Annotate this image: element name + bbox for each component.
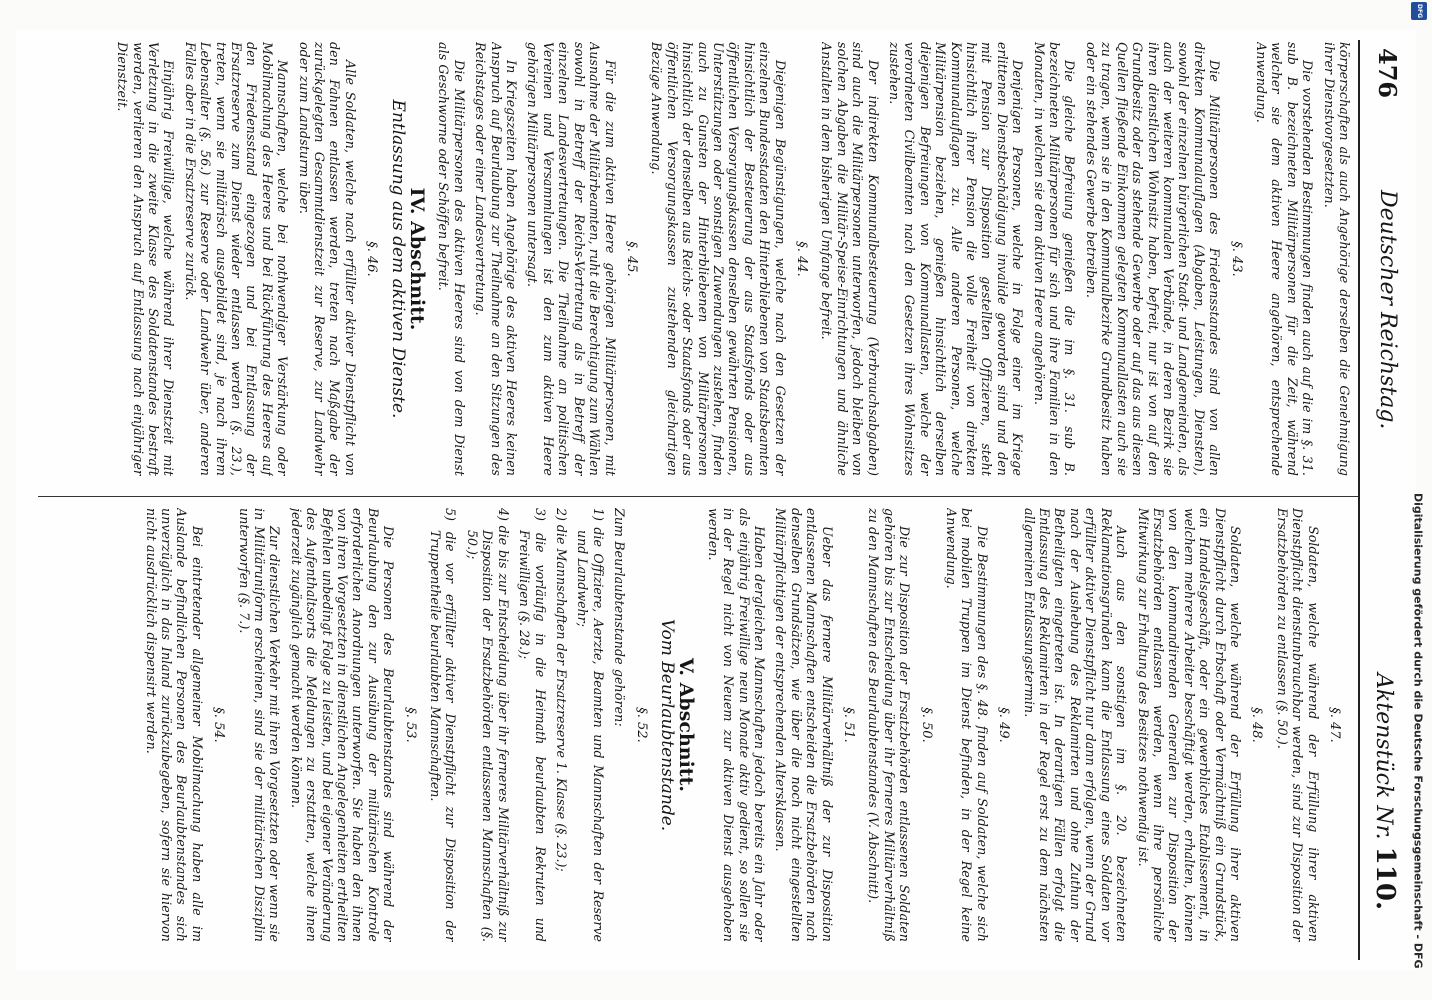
list-item: 2) die Mannschaften der Ersatzreserve 1. Klasse (§. 23.); (553, 508, 569, 872)
right-paragraph: Haben dergleichen Mannschaften jedoch bereits ein Jahr oder als einjährig Freiwillige neun Monate aktiv gedient, so sollen sie in der Regel nicht von Neuem zur aktiven Dienst ausgehoben werden. (705, 508, 767, 942)
right-paragraph: Soldaten, welche während der Erfüllung ihrer aktiven Dienstpflicht dienstunbrauchbar werden, sind zur Disposition der Ersatzbehörden zu entlassen (§. 50.). (1274, 508, 1321, 942)
section-number: §. 45. (623, 241, 639, 277)
section-number: §. 54. (211, 707, 227, 743)
right-paragraph: Die Personen des Beurlaubtenstandes sind während der Beurlaubung den zur Ausübung der militärischen Kontrole erforderlichen Anordnungen unterworfen. Sie haben den ihnen von ihren Vorgesetzten in dienstlichen Angelegenheiten ertheilten Befehlen unbedingt Folge zu leisten, und bei eigener Veränderung des Aufenthaltsorts die Meldungen zu erstatten, welche ihnen jederzeit zugänglich gemacht werden können. (288, 508, 397, 942)
right-paragraph: Ueber das fernere Militärverhältniß der zur Disposition entlassenen Mannschaften entscheiden die Ersatzbehörden nach denselben Grundsätzen, wie über die noch nicht eingestellten Militärpflichtigen der entsprechenden Altersklassen. (773, 508, 835, 942)
section-number: §. 52. (633, 707, 649, 743)
dfg-logo-text: DFG (1416, 3, 1423, 18)
document-page (16, 30, 1416, 970)
right-paragraph: Zur dienstlichen Verkehr mit ihren Vorgesetzten oder wenn sie in Militäruniform erscheinen, sind sie der militärischen Disziplin unterworfen (§. 7.). (236, 508, 283, 942)
section-number: §. 49. (996, 707, 1012, 743)
right-paragraph: Die zur Disposition der Ersatzbehörden entlassenen Soldaten gehören bis zur Entscheidung über ihr ferneres Militärverhältniß zu den Mannschaften des Beurlaubtenstandes (V. Abschnitt). (866, 508, 913, 942)
section-number: §. 48. (1249, 707, 1265, 743)
section-number: §. 46. (364, 241, 380, 277)
section-number: §. 50. (918, 707, 934, 743)
list-item: 1) die Offiziere, Aerzte, Beamten und Mannschaften der Reserve und Landwehr; (575, 508, 606, 942)
digitization-credit (1408, 20, 1428, 978)
left-paragraph: körperschaften als auch Angehörige derselben die Genehmigung ihrer Dienstvorgesetzten. (1321, 42, 1352, 476)
digitization-note: Digitalisierung gefördert durch die Deutsche Forschungsgemeinschaft - DFG (1411, 492, 1425, 969)
left-paragraph: Die vorstehenden Bestimmungen finden auch auf die im §. 31. sub B. bezeichneten Militärpersonen für die Zeit, während welcher sie dem aktiven Heere angehören, entsprechende Anwendung. (1253, 42, 1316, 476)
left-paragraph: Der indirekten Kommunalbesteuerung (Verbrauchsabgaben) sind auch die Militärpersonen unterworfen, jedoch bleiben von solchen Abgaben die Militär-Speise-Einrichtungen und ähnliche Anstalten in dem bisherigen Umfange befreit. (819, 42, 881, 476)
running-head (1358, 40, 1410, 960)
left-paragraph: Die Militärpersonen des aktiven Heeres sind von dem Dienst als Geschworne oder Schöffen befreit. (436, 42, 467, 476)
section-number: §. 47. (1327, 707, 1342, 743)
left-column (42, 42, 1352, 476)
document-label: Aktenstück Nr. (1371, 673, 1396, 840)
left-paragraph: Diejenigen Begünstigungen, welche nach den Gesetzen der einzelnen Bundesstaaten den Hinterbliebenen von Staatsbeamten hinsichtlich der Besteuerung der aus Staatsfonds oder aus öffentlichen Versorgungskassen denselben gewährten Pensionen, Unterstützungen oder sonstigen Zuwendungen zustehen, finden auch zu Gunsten der Hinterbliebenen von Militärpersonen hinsichtlich der denselben aus Reichs- oder Staatsfonds oder aus öffentlichen Versorgungskassen zustehenden gleichartigen Bezüge Anwendung. (649, 42, 788, 476)
page-number: 476 (1373, 48, 1402, 99)
right-paragraph: Die Bestimmungen des §. 48. finden auf Soldaten, welche sich bei mobilen Truppen im Dienst befinden, in der Regel keine Anwendung. (944, 508, 990, 942)
right-paragraph: Soldaten, welche während der Erfüllung ihrer aktiven Dienstpflicht durch Erbschaft oder Vermächtniß ein Grundstück, ein Handelsgeschäft, oder ein gewerbliches Etablissement, in welchem mehrere Arbeiter beschäftigt werden, erhalten, können von den kommandirenden Generalen zur Disposition der Ersatzbehörden entlassen werden, wenn ihre persönliche Mitwirkung zur Erhaltung des Besitzes nothwendig ist. (1135, 508, 1243, 942)
left-paragraph: Mannschaften, welche bei nothwendiger Verstärkung oder Mobilmachung des Heeres und bei Rückführung des Heeres auf den Friedensstand eingezogen und bei Entlassung der Ersatzreserve zum Dienst wieder entlassen werden (§. 23.), treten, wenn sie militärisch ausgebildet sind, je nach ihrem Lebensalter (§. 56.) zur Reserve oder Landwehr über, anderen Falles aber in die Ersatzreserve zurück. (182, 42, 291, 476)
column-divider (38, 496, 1358, 497)
chapter-title: Entlassung aus dem aktiven Dienste. (387, 99, 408, 419)
left-paragraph: Einjährig Freiwillige, welche während ihrer Dienstzeit mit Verletzung in die zweite Klasse des Soldatenstandes bestraft werden, verlieren den Anspruch auf Entlassung nach einjähriger Dienstzeit. (115, 42, 177, 476)
left-paragraph: Die Militärpersonen des Friedensstandes sind von allen direkten Kommunalauflagen (Abgaben, Leistungen, Diensten), sowohl der einzelnen bürgerlichen Stadt- und Landgemeinden, als auch der weiteren kommunalen Verbände, in deren Bezirk sie ihren dienstlichen Wohnsitz haben, befreit, nur ist von auf den Grundbesitz oder das stehende Gewerbe oder auf das aus diesen Quellen fließende Einkommen gelegten Kommunallasten auch sie zu tragen, wenn sie in den Kommunalbezirke Grundbesitz haben oder ein stehendes Gewerbe betreiben. (1083, 42, 1223, 476)
left-paragraph: Die gleiche Befreiung genießen die im §. 31. sub B. bezeichneten Militärpersonen für sich und ihre Familien in den Monaten, in welchen sie dem aktiven Heere angehören. (1031, 42, 1078, 476)
chapter-heading: V. Abschnitt. (675, 658, 698, 792)
right-column (42, 508, 1352, 942)
section-number: §. 44. (794, 241, 809, 277)
running-head-document (1370, 673, 1400, 910)
left-paragraph: Für die zum aktiven Heere gehörigen Militärpersonen, mit Ausnahme der Militärbeamten, ruht die Berechtigung zum Wählen sowohl in Betreff der Reichs-Vertretung als in Betreff der einzelnen Landesvertretungen. Die Theilnahme an politischen Vereinen und Versammlungen ist den zum aktiven Heere gehörigen Militärpersonen untersagt. (525, 42, 618, 476)
section-number: §. 43. (1228, 241, 1244, 277)
right-paragraph: Auch aus den sonstigen im §. 20. bezeichneten Reklamationsgründen kann die Entlassung eines Soldaten vor erfüllter aktiver Dienstpflicht nur dann erfolgen, wenn der Grund nach der Aushebung des Reklamirten und ohne Zuthun der Betheiligten eingetreten ist. In derartigen Fällen erfolgt die Entlassung des Reklamirten in der Regel erst zu dem nächsten allgemeinen Entlassungstermin. (1021, 508, 1130, 942)
right-paragraph: Bei eintretender allgemeiner Mobilmachung haben alle im Auslande befindlichen Personen des Beurlaubtenstandes sich unverzüglich in das Inland zurückzubegeben, sofern sie hiervon nicht ausdrücklich dispensirt werden. (143, 508, 205, 942)
right-paragraph: Zum Beurlaubtenstande gehören: (612, 508, 628, 727)
chapter-title: Vom Beurlaubtenstande. (656, 618, 677, 832)
chapter-heading: IV. Abschnitt. (406, 187, 429, 331)
section-number: §. 51. (841, 707, 857, 743)
left-paragraph: Denjenigen Personen, welche in Folge einer im Kriege erlittenen Dienstbeschädigung invalide geworden sind und den mit Pension zur Disposition gestellten Offizieren, steht hinsichtlich ihrer Pension die volle Freiheit von direkten Kommunalauflagen zu. Alle anderen Personen, welche Militärpension beziehen, genießen hinsichtlich derselben diejenigen Befreiungen von Kommunallasten, welche der verordneten Civilbeamten nach den Gesetzen ihres Wohnsitzes zustehen. (887, 42, 1026, 476)
document-number: 110. (1370, 846, 1400, 910)
section-number: §. 53. (402, 707, 418, 743)
left-paragraph: In Kriegszeiten haben Angehörige des aktiven Heeres keinen Anspruch auf Beurlaubung zur Theilnahme an den Sitzungen des Reichstages oder einer Landesvertretung. (473, 42, 520, 476)
list-item: 4) die bis zur Entscheidung über ihr ferneres Militärverhältniß zur Disposition der Ersatzbehörden entlassenen Mannschaften (§. 50.); (464, 508, 511, 942)
left-paragraph: Alle Soldaten, welche nach erfüllter aktiver Dienstpflicht von den Fahnen entlassen werden, treten nach Maßgabe der zurückgelegten Gesammtdienstzeit zur Reserve, zur Landwehr oder zum Landsturm über. (296, 42, 358, 476)
dfg-logo (1411, 2, 1427, 20)
list-item: 3) die vorläufig in die Heimath beurlaubten Rekruten und Freiwilligen (§. 28.); (517, 508, 548, 942)
list-item: 5) die vor erfüllter aktiver Dienstpflicht zur Disposition der Truppentheile beurlaubten Mannschaften. (428, 508, 459, 942)
running-head-title: Deutscher Reichstag. (1375, 190, 1400, 430)
